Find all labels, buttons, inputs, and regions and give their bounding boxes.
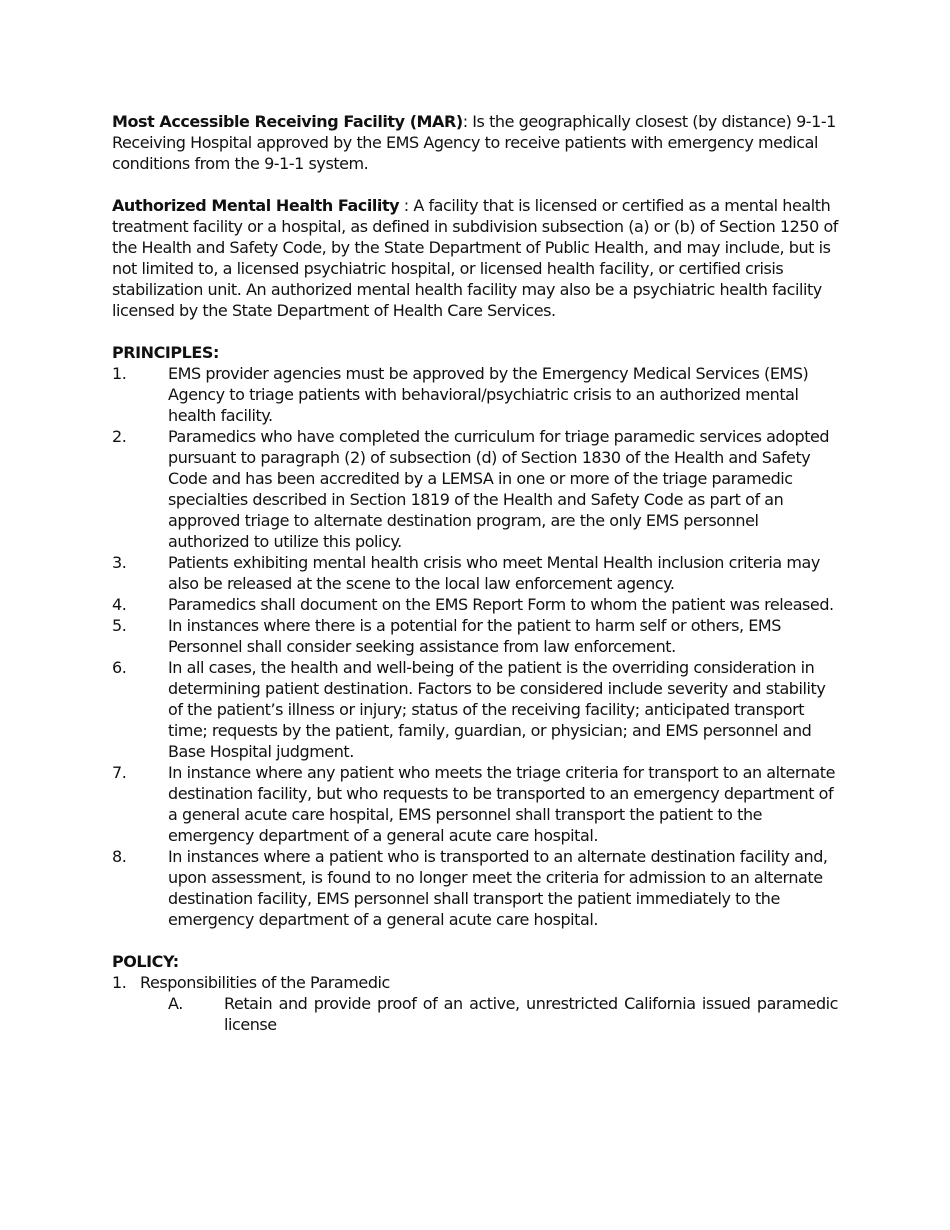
definition-mar xyxy=(112,111,838,174)
item-text: In instances where there is a potential for the patient to harm self or others, EMS Personnel shall consider seeking assistance from law enforcement. xyxy=(168,616,781,656)
policy-subitem xyxy=(112,993,838,1035)
policy-item xyxy=(112,972,838,993)
item-text: Retain and provide proof of an active, unrestricted California issued paramedic license xyxy=(224,994,838,1034)
definition-term: Authorized Mental Health Facility xyxy=(112,196,400,215)
item-number: 7. xyxy=(112,763,127,782)
principles-list xyxy=(112,363,838,930)
item-text: Paramedics who have completed the curriculum for triage paramedic services adopted pursuant to paragraph (2) of subsection (d) of Section 1830 of the Health and Safety Code and has been accredited by a LEMSA in one or more of the triage paramedic specialties described in Section 1819 of the Health and Safety Code as part of an approved triage to alternate destination program, are the only EMS personnel authorized to utilize this policy. xyxy=(168,427,830,551)
definition-text: : A facility that is licensed or certified as a mental health treatment facility or a hospital, as defined in subdivision subsection (a) or (b) of Section 1250 of the Health and Safety Code, by the State Department of Public Health, and may include, but is not limited to, a licensed psychiatric hospital, or licensed health facility, or certified crisis stabilization unit. An authorized mental health facility may also be a psychiatric health facility licensed by the State Department of Health Care Services. xyxy=(112,196,838,320)
item-text: EMS provider agencies must be approved by the Emergency Medical Services (EMS) Agency to triage patients with behavioral/psychiatric crisis to an authorized mental health facility. xyxy=(168,364,809,425)
policy-heading: POLICY: xyxy=(112,952,179,971)
item-text: Paramedics shall document on the EMS Report Form to whom the patient was released. xyxy=(168,595,834,614)
list-item xyxy=(112,594,838,615)
item-letter: A. xyxy=(168,994,183,1013)
item-number: 8. xyxy=(112,847,127,866)
item-number: 4. xyxy=(112,595,127,614)
document-body xyxy=(112,111,838,1035)
list-item xyxy=(112,426,838,552)
list-item xyxy=(112,363,838,426)
spacer xyxy=(112,930,838,951)
item-text: In all cases, the health and well-being of the patient is the overriding consideration in determining patient destination. Factors to be considered include severity and stability of the patient’s illness or injury; status of the receiving facility; anticipated transport time; requests by the patient, family, guardian, or physician; and EMS personnel and Base Hospital judgment. xyxy=(168,658,826,761)
item-text: Responsibilities of the Paramedic xyxy=(140,973,390,992)
item-number: 5. xyxy=(112,616,127,635)
item-number: 2. xyxy=(112,427,127,446)
definition-authorized-mental-health-facility xyxy=(112,195,838,321)
item-text: In instance where any patient who meets the triage criteria for transport to an alternate destination facility, but who requests to be transported to an emergency department of a general acute care hospital, EMS personnel shall transport the patient to the emergency department of a general acute care hospital. xyxy=(168,763,835,845)
list-item xyxy=(112,846,838,930)
list-item xyxy=(112,762,838,846)
list-item xyxy=(112,615,838,657)
definition-term: Most Accessible Receiving Facility (MAR) xyxy=(112,112,463,131)
definition-text: : Is the geographically closest (by distance) 9-1-1 Receiving Hospital approved by the EMS Agency to receive patients with emergency medical conditions from the 9-1-1 system. xyxy=(112,112,836,173)
list-item xyxy=(112,657,838,762)
item-number: 6. xyxy=(112,658,127,677)
principles-heading: PRINCIPLES: xyxy=(112,343,219,362)
item-number: 3. xyxy=(112,553,127,572)
item-number: 1. xyxy=(112,364,127,383)
list-item xyxy=(112,552,838,594)
item-text: In instances where a patient who is transported to an alternate destination facility and, upon assessment, is found to no longer meet the criteria for admission to an alternate destination facility, EMS personnel shall transport the patient immediately to the emergency department of a general acute care hospital. xyxy=(168,847,828,929)
item-number: 1. xyxy=(112,973,127,992)
item-text: Patients exhibiting mental health crisis who meet Mental Health inclusion criteria may also be released at the scene to the local law enforcement agency. xyxy=(168,553,820,593)
